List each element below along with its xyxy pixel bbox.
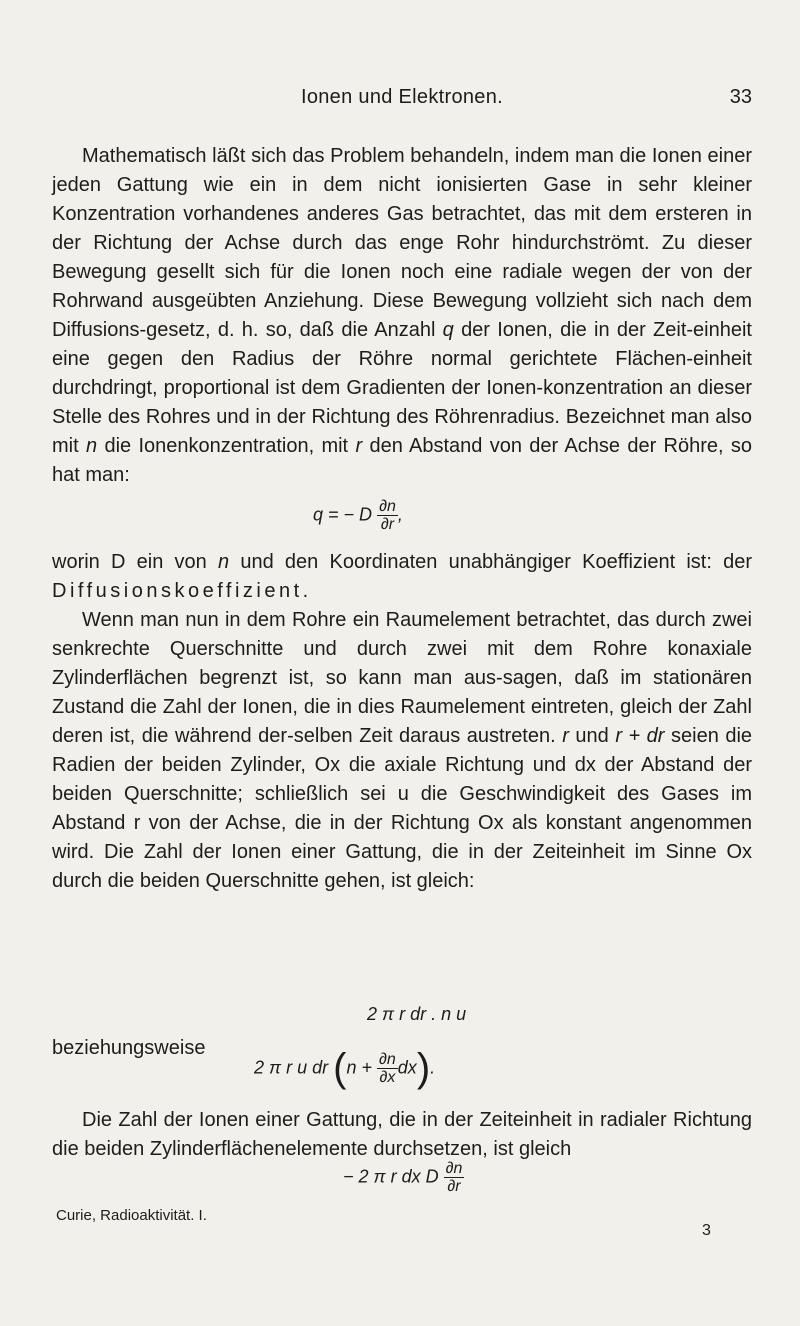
p2-text-a: worin D ein von	[52, 551, 207, 573]
p3-text-a: Wenn man nun in dem Rohre ein Raumelement betrachtet, das durch zwei senkrechte Querschnitte und durch zwei mit dem Rohre konaxiale Zylinderflächen begrenzt ist, so kann man aus-sagen, daß im stationären Zustand die Zahl der Ionen, die in dies Raumelement eintreten, gleich der Zahl deren ist, die während der-selben Zeit daraus austreten.	[52, 609, 752, 747]
close-paren: )	[416, 1046, 431, 1090]
page-number: 33	[729, 86, 752, 108]
paragraph-1	[52, 142, 752, 490]
p1-var-q: q	[442, 319, 454, 341]
p3-und: und	[575, 725, 609, 747]
p2-term: Diffusionskoeffizient.	[52, 580, 312, 602]
paragraph-4	[52, 1106, 752, 1164]
formula3-numerator: ∂n	[378, 1051, 396, 1068]
p4-text: Die Zahl der Ionen einer Gattung, die in der Zeiteinheit in radialer Richtung die beiden Zylinderflächenelemente durchsetzen, ist gleich	[52, 1109, 752, 1160]
formula3-fraction	[377, 1051, 398, 1086]
open-paren: (	[333, 1046, 347, 1090]
formula2-expr: 2 π r dr . n u	[367, 1004, 467, 1024]
formula3-tail: .	[430, 1057, 436, 1078]
running-title: Ionen und Elektronen.	[300, 86, 503, 108]
p1-text-a: Mathematisch läßt sich das Problem behandeln, indem man die Ionen einer jeden Gattung wie ein in dem nicht ionisierten Gase in sehr kleiner Konzentration vorhandenes anderes Gas betrachtet, das mit dem ersteren in der Richtung der Achse durch das enge Rohr hindurchströmt. Zu dieser Bewegung gesellt sich für die Ionen noch eine radiale wegen der von der Rohrwand ausgeübten Anziehung. Diese Bewegung vollzieht sich nach dem Diffusions-gesetz, d. h. so, daß die Anzahl	[52, 145, 752, 341]
formula4-lhs: − 2 π r dx D	[343, 1166, 439, 1187]
p3-text-b: seien die Radien der beiden Zylinder, Ox die axiale Richtung und dx der Abstand der beiden Querschnitte; schließlich sei u die Geschwindigkeit des Gases im Abstand r von der Achse, die in der Richtung Ox als konstant angenommen wird. Die Zahl der Ionen einer Gattung, die in der Zeiteinheit im Sinne Ox durch die beiden Querschnitte gehen, ist gleich:	[52, 725, 753, 892]
p2-text-b: und den Koordinaten unabhängiger Koeffizient ist: der	[240, 551, 753, 573]
formula-radial-flux	[343, 1160, 464, 1195]
footer-signature: 3	[702, 1222, 711, 1239]
formula1-fraction	[377, 498, 398, 533]
p1-text-d: den Abstand von der Achse der Röhre, so hat man:	[52, 435, 753, 486]
p1-text-c: die Ionenkonzentration, mit	[104, 435, 349, 457]
p1-var-r: r	[355, 435, 363, 457]
formula1-numerator: ∂n	[379, 498, 396, 515]
formula1-lhs: q = − D	[313, 504, 373, 525]
formula3-denominator: ∂x	[379, 1069, 396, 1086]
formula1-tail: ,	[397, 504, 403, 525]
paragraph-2	[52, 548, 752, 606]
formula3-dx: dx	[397, 1057, 417, 1078]
formula3-lhs: 2 π r u dr	[254, 1057, 329, 1078]
p3-var-rdr: r + dr	[615, 725, 665, 747]
beziehungsweise: beziehungsweise	[52, 1037, 206, 1059]
page-header	[52, 86, 752, 116]
formula-axial-flux	[367, 1004, 466, 1025]
formula4-numerator: ∂n	[445, 1160, 463, 1177]
p1-var-n: n	[86, 435, 98, 457]
formula4-fraction	[444, 1160, 465, 1195]
footer-source: Curie, Radioaktivität. I.	[56, 1207, 207, 1224]
formula-axial-flux-2	[254, 1046, 435, 1091]
formula-diffusion	[313, 498, 403, 533]
formula1-denominator: ∂r	[380, 516, 395, 533]
paragraph-3	[52, 606, 752, 896]
p3-var-r: r	[562, 725, 569, 747]
p1-text-b: der Ionen, die in der Zeit-einheit eine gegen den Radius der Röhre normal gerichtete Flächen-einheit durchdringt, proportional ist dem Gradienten der Ionen-konzentration an dieser Stelle des Rohres und in der Richtung des Röhrenradius. Bezeichnet man also mit	[52, 319, 752, 457]
p2-var-n: n	[218, 551, 230, 573]
formula4-denominator: ∂r	[447, 1178, 461, 1195]
formula3-n: n +	[346, 1057, 372, 1078]
